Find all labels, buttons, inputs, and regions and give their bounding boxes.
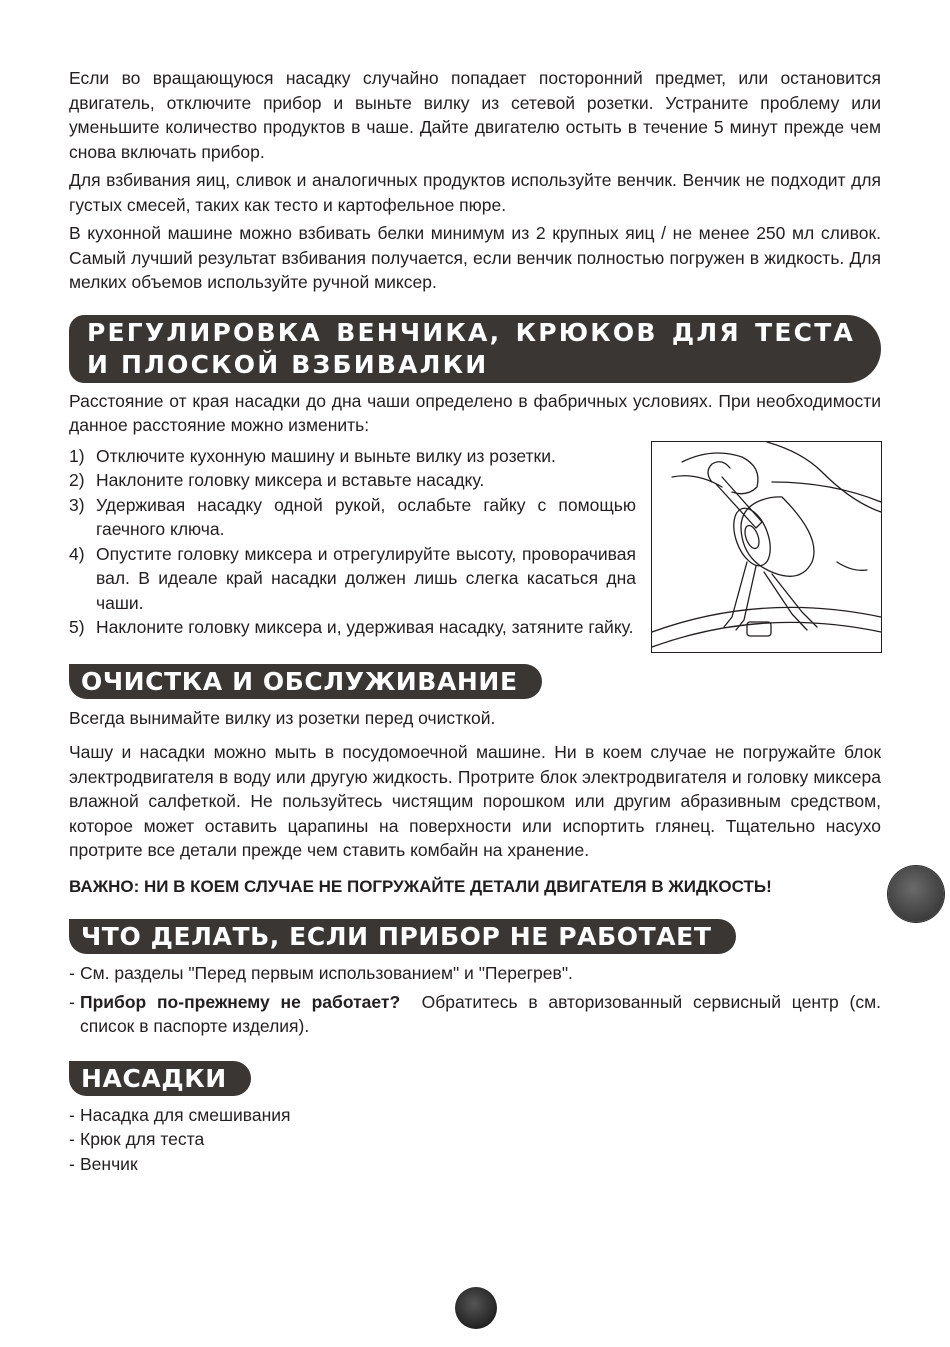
mixer-head-line [767,442,881,512]
step-text: Наклоните головку миксера и, удерживая насадку, затяните гайку. [96,617,634,637]
step-text: Отключите кухонную машину и выньте вилку из розетки. [96,445,556,466]
list-item [69,1127,881,1152]
bowl-rim-line [652,607,881,632]
attachments-heading-wrap [69,1061,881,1096]
adjust-intro: Расстояние от края насадки до дна чаши определено в фабричных условиях. При необходимости данное расстояние можно изменить: [69,390,881,435]
list-item [69,1103,881,1128]
trouble-line-1-text: См. разделы "Перед первым использованием" и "Перегрев". [80,963,573,983]
dash-bullet: - [69,991,75,1012]
mixer-wrench-drawing [652,442,881,652]
dash-bullet: - [69,1129,75,1149]
section-tab-marker [888,866,944,922]
intro-paragraph-1: Если во вращающуюся насадку случайно попадает посторонний предмет, или остановится двигатель, отключите прибор и выньте вилку из сетевой розетки. Устраните проблему или уменьшите количество продуктов в чаше. Дайте двигателю остыть в течение 5 минут прежде чем снова включать прибор. [69,68,881,162]
adjust-section-heading: РЕГУЛИРОВКА ВЕНЧИКА, КРЮКОВ ДЛЯ ТЕСТА И ПЛОСКОЙ ВЗБИВАЛКИ [69,315,881,383]
clean-section-heading: ОЧИСТКА И ОБСЛУЖИВАНИЕ [69,664,542,699]
step-number: 1) [69,445,85,466]
trouble-line-2 [69,990,886,1039]
attachment-disc [727,503,778,570]
beater-arm-left [724,562,747,627]
step-text: Опустите головку миксера и отрегулируйте высоту, проворачивая вал. В идеале край насадки должен лишь слегка касаться дна чаши. [96,543,636,613]
step-text: Наклоните головку миксера и вставьте насадку. [96,470,485,490]
list-item [69,468,636,493]
adjust-steps-list [69,444,636,640]
trouble-line-1 [69,961,881,986]
clean-heading-wrap [69,664,881,699]
step-number: 4) [69,543,85,564]
trouble-section-heading: ЧТО ДЕЛАТЬ, ЕСЛИ ПРИБОР НЕ РАБОТАЕТ [69,919,736,954]
list-item [69,542,636,616]
clean-paragraph-1: Всегда вынимайте вилку из розетки перед очисткой. [69,707,496,728]
trouble-line-2-text [80,990,886,1039]
adjustment-illustration [651,441,882,653]
trouble-line-2-bold: Прибор по-прежнему не работает? [80,991,401,1012]
adjust-heading-wrap [69,315,881,383]
dash-bullet: - [69,1104,75,1125]
page-number-badge [455,1287,497,1329]
list-item [69,615,636,640]
attachment-item: Крюк для теста [80,1129,205,1149]
attachment-item: Венчик [80,1153,138,1174]
list-item [69,493,636,542]
intro-paragraph-3: В кухонной машине можно взбивать белки минимум из 2 крупных яиц / не менее 250 мл сливок. Самый лучший результат взбивания получается, если венчик полностью погружен в жидкость. Для мелких объемов используйте ручной миксер. [69,223,881,292]
dash-bullet: - [69,1153,75,1174]
trouble-line-2-rest: Обратитесь в авторизованный сервисный центр (см. список в паспорте изделия). [80,991,886,1036]
step-number: 5) [69,617,85,637]
clean-paragraph-2: Чашу и насадки можно мыть в посудомоечной машине. Ни в коем случае не погружайте блок электродвигателя в воду или другую жидкость. Протрите блок электродвигателя и головку миксера влажной салфеткой. Не пользуйтесь чистящим порошком или другим абразивным средством, которое может оставить царапины на поверхности или испортить глянец. Тщательно насухо протрите все детали прежде чем ставить комбайн на хранение. [69,742,881,860]
beater-arm-right [772,574,817,627]
list-item [69,444,636,469]
attachment-item: Насадка для смешивания [80,1104,291,1125]
step-number: 2) [69,470,85,490]
warning-text: ВАЖНО: НИ В КОЕМ СЛУЧАЕ НЕ ПОГРУЖАЙТЕ ДЕТАЛИ ДВИГАТЕЛЯ В ЖИДКОСТЬ! [69,876,772,896]
list-item [69,1152,881,1177]
trouble-heading-wrap [69,919,881,954]
mixer-head-body [741,497,814,576]
dash-bullet: - [69,963,75,983]
step-number: 3) [69,494,85,515]
step-text: Удерживая насадку одной рукой, ослабьте гайку с помощью гаечного ключа. [96,494,636,539]
attachments-section-heading: НАСАДКИ [69,1061,251,1096]
intro-paragraph-2: Для взбивания яиц, сливок и аналогичных продуктов используйте венчик. Венчик не подходит для густых смесей, таких как тесто и картофельное пюре. [69,170,881,215]
